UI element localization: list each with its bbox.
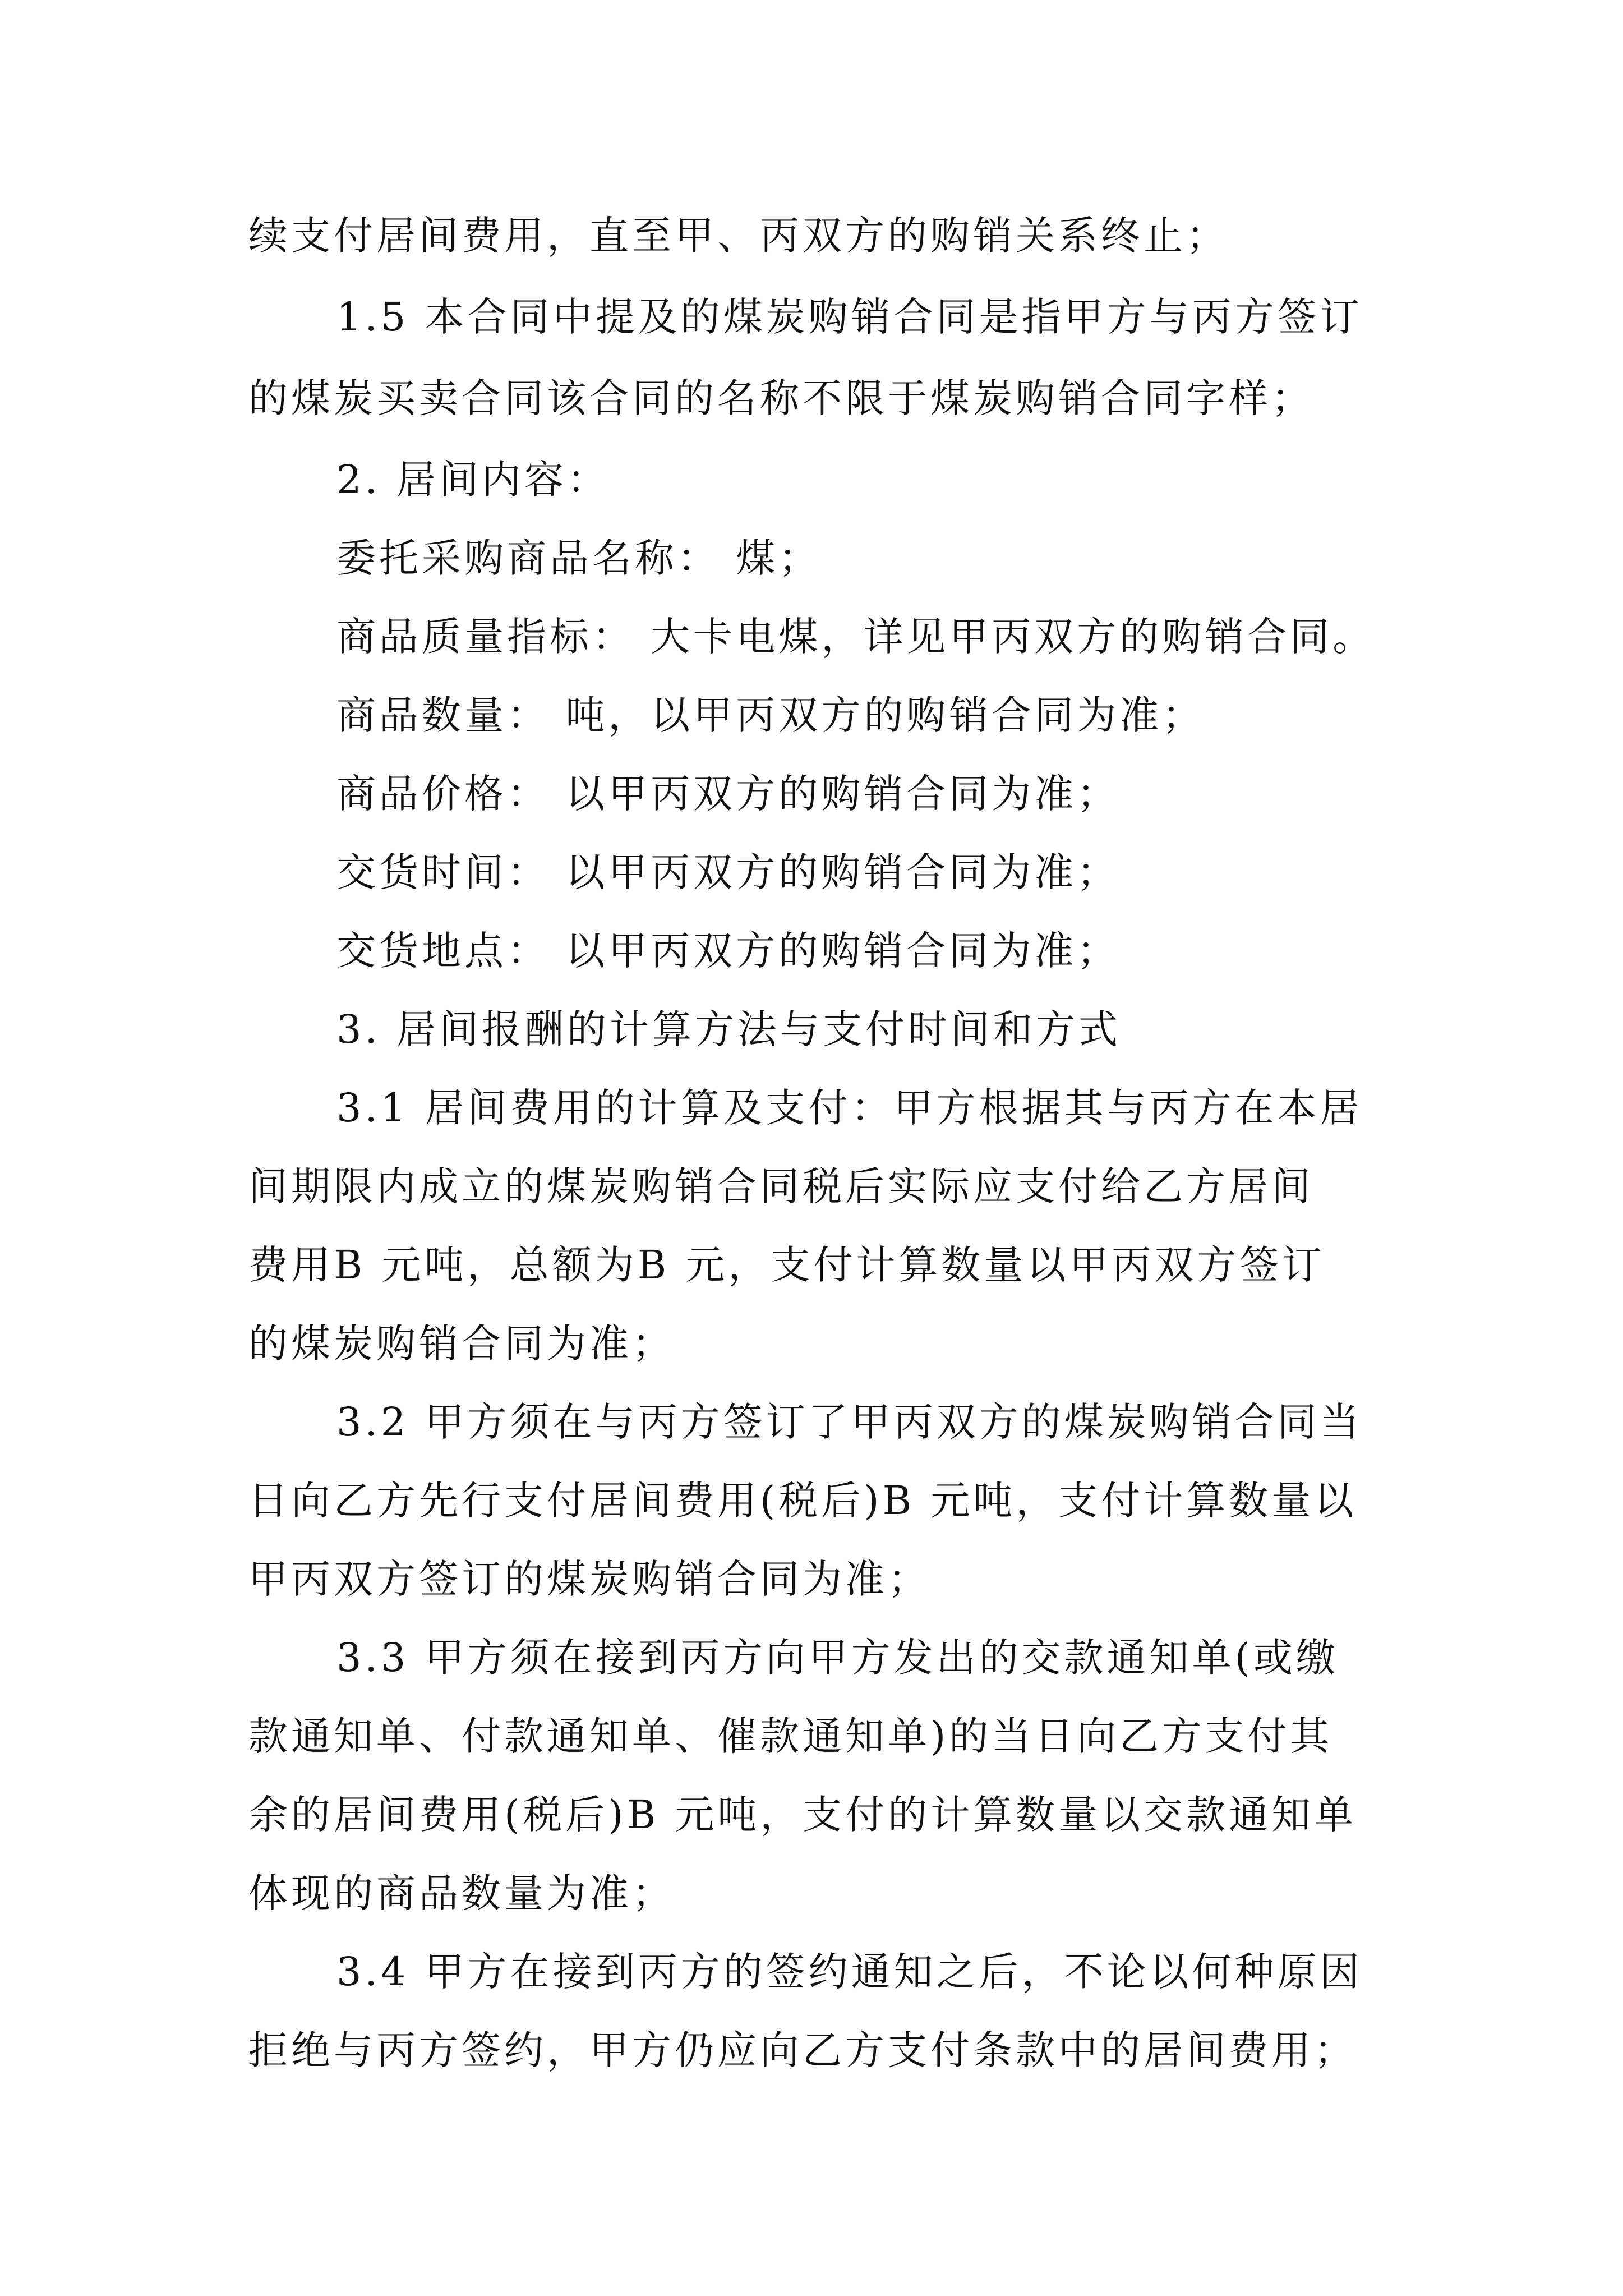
- text-line: 1.5 本合同中提及的煤炭购销合同是指甲方与丙方签订: [336, 294, 1363, 340]
- text-line: 甲丙双方签订的煤炭购销合同为准；: [248, 1556, 930, 1602]
- text-line: 续支付居间费用，直至甲、丙双方的购销关系终止；: [248, 213, 1229, 259]
- text-line: 3.2 甲方须在与丙方签订了甲丙双方的煤炭购销合同当: [336, 1399, 1363, 1445]
- text-line: 3. 居间报酬的计算方法与支付时间和方式: [336, 1006, 1122, 1052]
- text-line: 交货时间： 以甲丙双方的购销合同为准；: [336, 849, 1120, 895]
- text-line: 费用B 元吨，总额为B 元，支付计算数量以甲丙双方签订: [248, 1242, 1325, 1288]
- text-line: 3.1 居间费用的计算及支付：甲方根据其与丙方在本居: [336, 1085, 1363, 1131]
- text-line: 余的居间费用(税后)B 元吨，支付的计算数量以交款通知单: [248, 1792, 1357, 1838]
- text-line: 交货地点： 以甲丙双方的购销合同为准；: [336, 928, 1120, 974]
- text-line: 2. 居间内容：: [336, 457, 610, 503]
- text-line: 间期限内成立的煤炭购销合同税后实际应支付给乙方居间: [248, 1163, 1314, 1209]
- text-line: 体现的商品数量为准；: [248, 1870, 675, 1916]
- text-line: 的煤炭购销合同为准；: [248, 1320, 675, 1366]
- text-line: 3.4 甲方在接到丙方的签约通知之后，不论以何种原因: [336, 1949, 1363, 1995]
- text-line: 的煤炭买卖合同该合同的名称不限于煤炭购销合同字样；: [248, 375, 1314, 421]
- text-line: 商品数量： 吨，以甲丙双方的购销合同为准；: [336, 692, 1205, 738]
- text-line: 商品价格： 以甲丙双方的购销合同为准；: [336, 771, 1120, 817]
- text-line: 拒绝与丙方签约，甲方仍应向乙方支付条款中的居间费用；: [248, 2027, 1357, 2073]
- text-line: 3.3 甲方须在接到丙方向甲方发出的交款通知单(或缴: [336, 1635, 1339, 1681]
- text-line: 款通知单、付款通知单、催款通知单)的当日向乙方支付其: [248, 1713, 1333, 1759]
- text-line: 日向乙方先行支付居间费用(税后)B 元吨，支付计算数量以: [248, 1478, 1357, 1524]
- text-line: 商品质量指标： 大卡电煤，详见甲丙双方的购销合同。: [336, 614, 1376, 660]
- text-line: 委托采购商品名称： 煤；: [336, 535, 822, 581]
